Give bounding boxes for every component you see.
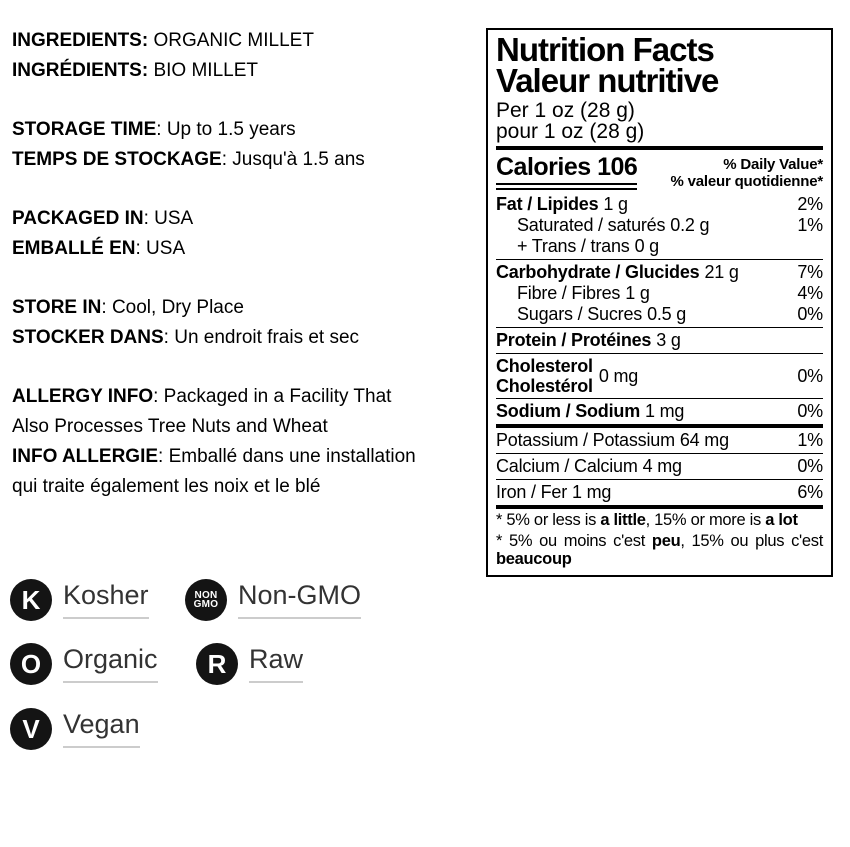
ingredients-value-fr: BIO MILLET xyxy=(148,60,258,81)
ingredients-label-fr: INGRÉDIENTS: xyxy=(12,60,149,81)
store-in-label-en: STORE IN xyxy=(12,297,102,318)
allergy-line-4 xyxy=(12,472,482,502)
packaged-in-label-fr: EMBALLÉ EN xyxy=(12,238,136,259)
nutrition-facts-panel xyxy=(486,28,833,577)
badge-non-gmo xyxy=(185,579,361,621)
footnote-fr: * 5% ou moins c'est peu, 15% ou plus c'est beaucoup xyxy=(496,531,823,568)
storage-time-value-fr: : Jusqu'à 1.5 ans xyxy=(221,149,365,170)
fat-dv: 2% xyxy=(797,194,823,214)
allergy-label-fr: INFO ALLERGIE xyxy=(12,446,159,467)
nutrition-title-en: Nutrition Facts xyxy=(496,31,714,68)
storage-time-label-en: STORAGE TIME xyxy=(12,119,157,140)
divider-thin xyxy=(496,353,823,354)
row-fat: Fat / Lipides 1 g 2% xyxy=(496,194,823,214)
packaged-in-value-en: : USA xyxy=(143,208,194,229)
row-fibre: Fibre / Fibres 1 g 4% xyxy=(517,283,823,303)
row-sodium: Sodium / Sodium 1 mg 0% xyxy=(496,401,823,421)
row-potassium: Potassium / Potassium 64 mg 1% xyxy=(496,430,823,450)
allergy-value-en-1: : Packaged in a Facility That xyxy=(153,386,392,407)
row-trans: + Trans / trans 0 g xyxy=(517,236,659,256)
store-in-line-fr xyxy=(12,323,482,353)
row-calcium: Calcium / Calcium 4 mg 0% xyxy=(496,456,823,476)
divider-thin xyxy=(496,398,823,399)
packaged-in-label-en: PACKAGED IN xyxy=(12,208,144,229)
divider-thin xyxy=(496,327,823,328)
serving-size-en: Per 1 oz (28 g) xyxy=(496,99,635,122)
divider-thick xyxy=(496,424,823,428)
carbohydrate-dv: 7% xyxy=(797,262,823,282)
divider-thick xyxy=(496,146,823,150)
badge-non-gmo-label: Non-GMO xyxy=(238,581,361,618)
storage-time-value-en: : Up to 1.5 years xyxy=(156,119,296,140)
allergy-info-group xyxy=(12,382,482,502)
allergy-line-3 xyxy=(12,442,482,472)
packaged-in-group xyxy=(12,204,482,264)
product-info-block xyxy=(12,26,482,531)
badge-vegan-label: Vegan xyxy=(63,710,140,747)
packaged-in-value-fr: : USA xyxy=(135,238,186,259)
row-saturated: Saturated / saturés 0.2 g 1% xyxy=(517,215,823,235)
vegan-icon: V xyxy=(10,708,52,750)
storage-time-group xyxy=(12,115,482,175)
row-carbohydrate: Carbohydrate / Glucides 21 g 7% xyxy=(496,262,823,282)
store-in-line-en xyxy=(12,293,482,323)
daily-value-header xyxy=(671,153,824,190)
daily-value-header-en: % Daily Value* xyxy=(723,156,823,173)
badge-raw-label: Raw xyxy=(249,645,303,682)
calcium-dv: 0% xyxy=(797,456,823,476)
allergy-value-en-2: Also Processes Tree Nuts and Wheat xyxy=(12,416,328,437)
badge-kosher xyxy=(10,579,149,621)
badge-kosher-label: Kosher xyxy=(63,581,149,618)
ingredients-label-en: INGREDIENTS: xyxy=(12,30,149,51)
store-in-value-en: : Cool, Dry Place xyxy=(101,297,244,318)
badge-raw xyxy=(196,643,303,685)
sodium-dv: 0% xyxy=(797,401,823,421)
cholesterol-amount: 0 mg xyxy=(598,366,639,386)
cholesterol-dv: 0% xyxy=(797,366,823,386)
divider-thick xyxy=(496,505,823,509)
cholesterol-labels: Cholesterol Cholestérol xyxy=(496,356,593,396)
ingredients-line-fr xyxy=(12,56,482,86)
storage-time-label-fr: TEMPS DE STOCKAGE xyxy=(12,149,222,170)
calories-value: Calories 106 xyxy=(496,153,637,190)
allergy-label-en: ALLERGY INFO xyxy=(12,386,154,407)
row-protein: Protein / Protéines 3 g xyxy=(496,330,681,350)
store-in-value-fr: : Un endroit frais et sec xyxy=(163,327,360,348)
organic-icon: O xyxy=(10,643,52,685)
iron-dv: 6% xyxy=(797,482,823,502)
ingredients-group xyxy=(12,26,482,86)
calories-section xyxy=(496,153,823,190)
ingredients-value-en: ORGANIC MILLET xyxy=(148,30,314,51)
divider-thin xyxy=(496,453,823,454)
kosher-icon: K xyxy=(10,579,52,621)
storage-time-line-en xyxy=(12,115,482,145)
storage-time-line-fr xyxy=(12,145,482,175)
allergy-line-2 xyxy=(12,412,482,442)
row-sugars: Sugars / Sucres 0.5 g 0% xyxy=(517,304,823,324)
sugars-dv: 0% xyxy=(797,304,823,324)
saturated-dv: 1% xyxy=(797,215,823,235)
badge-vegan xyxy=(10,708,140,750)
store-in-group xyxy=(12,293,482,353)
fibre-dv: 4% xyxy=(797,283,823,303)
cholesterol-row xyxy=(496,356,823,396)
footnote-en: * 5% or less is a little, 15% or more is a lot xyxy=(496,511,798,529)
potassium-dv: 1% xyxy=(797,430,823,450)
nutrition-title-fr: Valeur nutritive xyxy=(496,62,719,99)
allergy-value-fr-2: qui traite également les noix et le blé xyxy=(12,476,321,497)
badge-organic-label: Organic xyxy=(63,645,158,682)
non-gmo-icon: NON GMO xyxy=(185,579,227,621)
allergy-value-fr-1: : Emballé dans une installation xyxy=(158,446,416,467)
allergy-line-1 xyxy=(12,382,482,412)
raw-icon: R xyxy=(196,643,238,685)
packaged-in-line-fr xyxy=(12,234,482,264)
badge-organic xyxy=(10,643,158,685)
store-in-label-fr: STOCKER DANS xyxy=(12,327,164,348)
ingredients-line-en xyxy=(12,26,482,56)
divider-thin xyxy=(496,479,823,480)
packaged-in-line-en xyxy=(12,204,482,234)
daily-value-header-fr: % valeur quotidienne* xyxy=(670,173,823,190)
divider-thin xyxy=(496,259,823,260)
row-iron: Iron / Fer 1 mg 6% xyxy=(496,482,823,502)
serving-size-fr: pour 1 oz (28 g) xyxy=(496,120,645,143)
